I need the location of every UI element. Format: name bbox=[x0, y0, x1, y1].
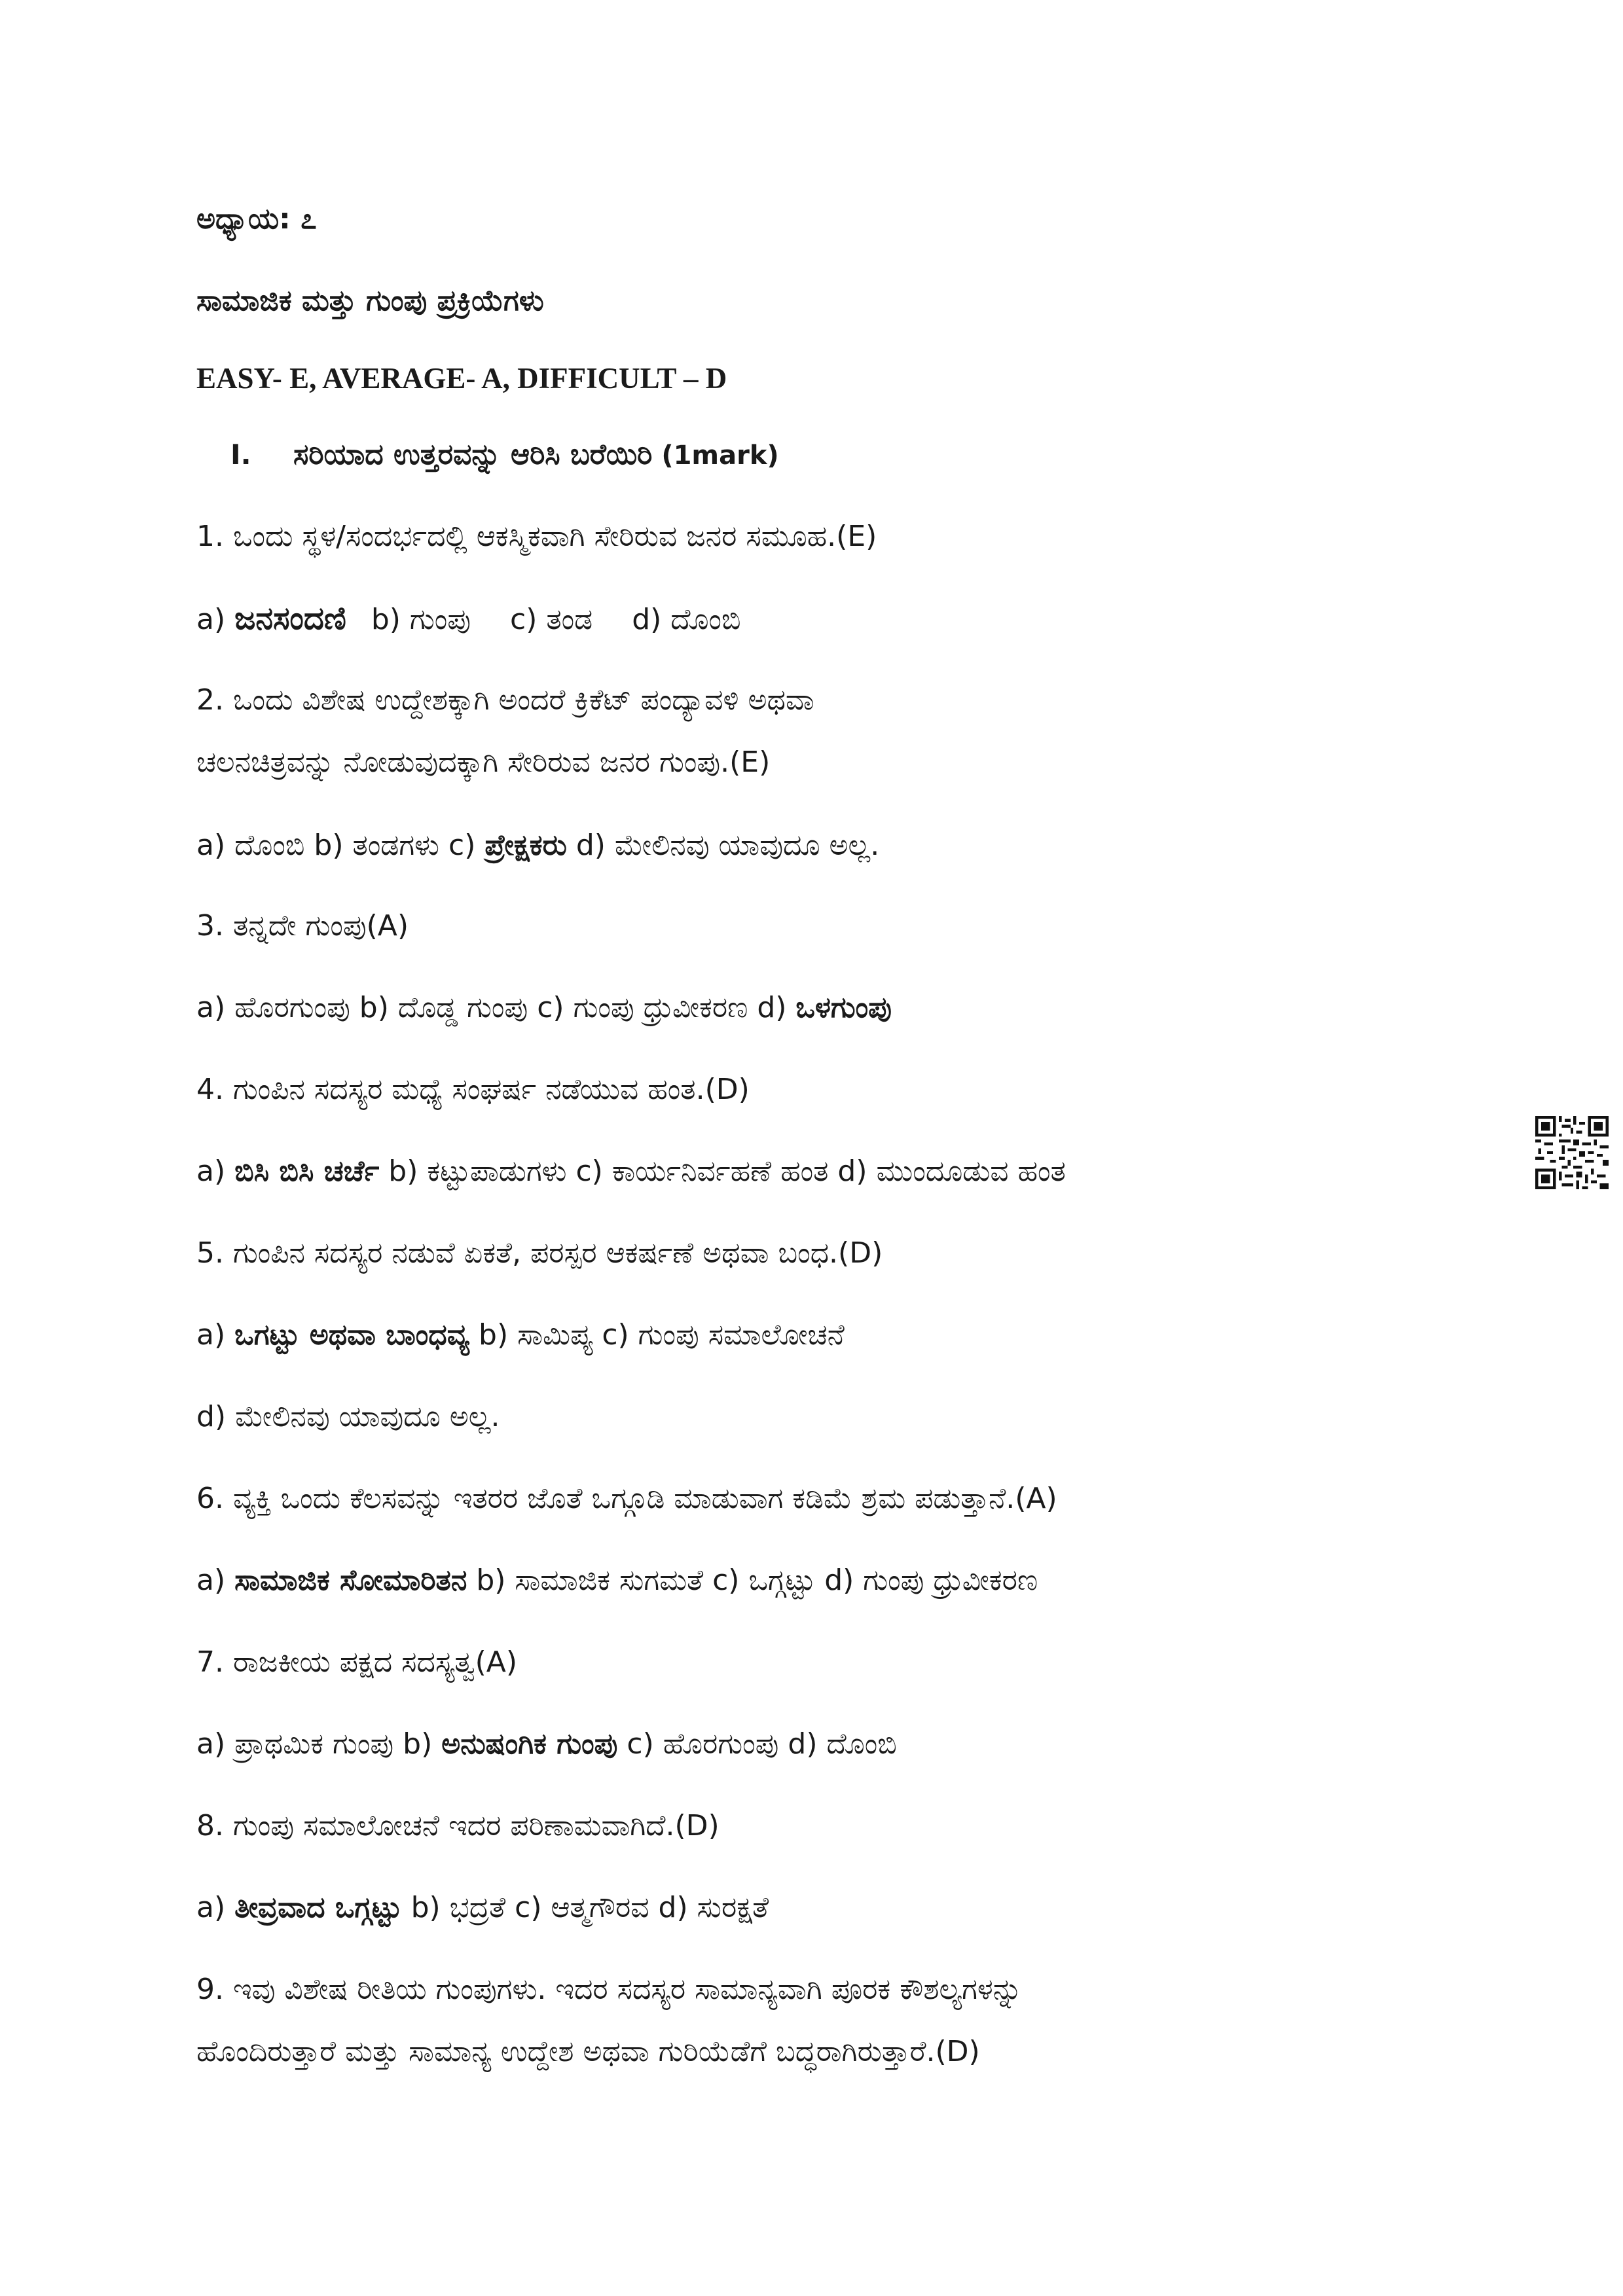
section-heading bbox=[196, 435, 779, 475]
question-4: 4. ಗುಂಪಿನ ಸದಸ್ಯರ ಮಧ್ಯೆ ಸಂಘರ್ಷ ನಡೆಯುವ ಹಂತ.(D) bbox=[196, 1073, 750, 1106]
question-8: 8. ಗುಂಪು ಸಮಾಲೋಚನೆ ಇದರ ಪರಿಣಾಮವಾಗಿದೆ.(D) bbox=[196, 1809, 720, 1842]
answer-8: ತೀವ್ರವಾದ ಒಗ್ಗಟ್ಟು bbox=[234, 1891, 402, 1924]
options-7: a) ಪ್ರಾಥಮಿಕ ಗುಂಪು b) ಅನುಷಂಗಿಕ ಗುಂಪು c) ಹೊರಗುಂಪು d) ದೊಂಬಿ bbox=[196, 1727, 897, 1761]
options-6: a) ಸಾಮಾಜಿಕ ಸೋಮಾರಿತನ b) ಸಾಮಾಜಿಕ ಸುಗಮತೆ c) ಒಗ್ಗಟ್ಟು d) ಗುಂಪು ಧ್ರುವೀಕರಣ bbox=[196, 1564, 1038, 1597]
question-3: 3. ತನ್ನದೇ ಗುಂಪು(A) bbox=[196, 909, 409, 942]
section-marks: (1mark) bbox=[661, 440, 779, 471]
answer-5: ಒಗಟ್ಟು ಅಥವಾ ಬಾಂಧವ್ಯ bbox=[234, 1318, 470, 1352]
question-7: 7. ರಾಜಕೀಯ ಪಕ್ಷದ ಸದಸ್ಯತ್ವ(A) bbox=[196, 1645, 518, 1679]
question-9-line-1: 9. ಇವು ವಿಶೇಷ ರೀತಿಯ ಗುಂಪುಗಳು. ಇದರ ಸದಸ್ಯರ ಸಾಮಾನ್ಯವಾಗಿ ಪೂರಕ ಕೌಶಲ್ಯಗಳನ್ನು bbox=[196, 1973, 1023, 2006]
answer-4: ಬಿಸಿ ಬಿಸಿ ಚರ್ಚೆ bbox=[234, 1155, 380, 1188]
answer-3: ಒಳಗುಂಪು bbox=[795, 991, 892, 1024]
question-6: 6. ವ್ಯಕ್ತಿ ಒಂದು ಕೆಲಸವನ್ನು ಇತರರ ಜೊತೆ ಒಗ್ಗೂಡಿ ಮಾಡುವಾಗ ಕಡಿಮೆ ಶ್ರಮ ಪಡುತ್ತಾನೆ.(A) bbox=[196, 1482, 1057, 1515]
chapter-title: ಸಾಮಾಜಿಕ ಮತ್ತು ಗುಂಪು ಪ್ರಕ್ರಿಯೆಗಳು bbox=[196, 284, 544, 317]
section-heading-text: ಸರಿಯಾದ ಉತ್ತರವನ್ನು ಆರಿಸಿ ಬರೆಯಿರಿ bbox=[293, 438, 653, 471]
answer-2: ಪ್ರೇಕ್ಷಕರು bbox=[484, 829, 567, 862]
section-number: I. bbox=[230, 439, 251, 471]
question-1: 1. ಒಂದು ಸ್ಥಳ/ಸಂದರ್ಭದಲ್ಲಿ ಆಕಸ್ಮಿಕವಾಗಿ ಸೇರಿರುವ ಜನರ ಸಮೂಹ.(E) bbox=[196, 520, 877, 553]
options-5-line-2: d) ಮೇಲಿನವು ಯಾವುದೂ ಅಲ್ಲ. bbox=[196, 1400, 500, 1433]
chapter-heading: ಅಧ್ಯಾಯ: ೭ bbox=[196, 202, 317, 236]
question-9-line-2: ಹೊಂದಿರುತ್ತಾರೆ ಮತ್ತು ಸಾಮಾನ್ಯ ಉದ್ದೇಶ ಅಥವಾ ಗುರಿಯೆಡೆಗೆ ಬದ್ಧರಾಗಿರುತ್ತಾರೆ.(D) bbox=[196, 2035, 980, 2068]
question-5: 5. ಗುಂಪಿನ ಸದಸ್ಯರ ನಡುವೆ ಏಕತೆ, ಪರಸ್ಪರ ಆಕರ್ಷಣೆ ಅಥವಾ ಬಂಧ.(D) bbox=[196, 1236, 883, 1270]
difficulty-legend: EASY- E, AVERAGE- A, DIFFICULT – D bbox=[196, 362, 727, 395]
answer-7: ಅನುಷಂಗಿಕ ಗುಂಪು bbox=[441, 1727, 618, 1761]
options-5: a) ಒಗಟ್ಟು ಅಥವಾ ಬಾಂಧವ್ಯ b) ಸಾಮಿಪ್ಯ c) ಗುಂಪು ಸಮಾಲೋಚನೆ bbox=[196, 1318, 845, 1352]
answer-6: ಸಾಮಾಜಿಕ ಸೋಮಾರಿತನ bbox=[234, 1564, 467, 1597]
question-2-line-1: 2. ಒಂದು ವಿಶೇಷ ಉದ್ದೇಶಕ್ಕಾಗಿ ಅಂದರೆ ಕ್ರಿಕೆಟ್ ಪಂದ್ಯಾವಳಿ ಅಥವಾ bbox=[196, 683, 814, 717]
options-3: a) ಹೊರಗುಂಪು b) ದೊಡ್ಡ ಗುಂಪು c) ಗುಂಪು ಧ್ರುವೀಕರಣ d) ಒಳಗುಂಪು bbox=[196, 991, 892, 1024]
options-1: a) ಜನಸಂದಣಿ b) ಗುಂಪು c) ತಂಡ d) ದೊಂಬಿ bbox=[196, 600, 741, 637]
answer-1: ಜನಸಂದಣಿ bbox=[234, 600, 346, 637]
qr-code-icon bbox=[1535, 1116, 1609, 1189]
options-2: a) ದೊಂಬಿ b) ತಂಡಗಳು c) ಪ್ರೇಕ್ಷಕರು d) ಮೇಲಿನವು ಯಾವುದೂ ಅಲ್ಲ. bbox=[196, 829, 880, 862]
options-4: a) ಬಿಸಿ ಬಿಸಿ ಚರ್ಚೆ b) ಕಟ್ಟುಪಾಡುಗಳು c) ಕಾರ್ಯನಿರ್ವಹಣೆ ಹಂತ d) ಮುಂದೂಡುವ ಹಂತ bbox=[196, 1155, 1066, 1188]
question-2-line-2: ಚಲನಚಿತ್ರವನ್ನು ನೋಡುವುದಕ್ಕಾಗಿ ಸೇರಿರುವ ಜನರ ಗುಂಪು.(E) bbox=[196, 745, 771, 779]
options-8: a) ತೀವ್ರವಾದ ಒಗ್ಗಟ್ಟು b) ಭದ್ರತೆ c) ಆತ್ಮಗೌರವ d) ಸುರಕ್ಷತೆ bbox=[196, 1891, 769, 1924]
